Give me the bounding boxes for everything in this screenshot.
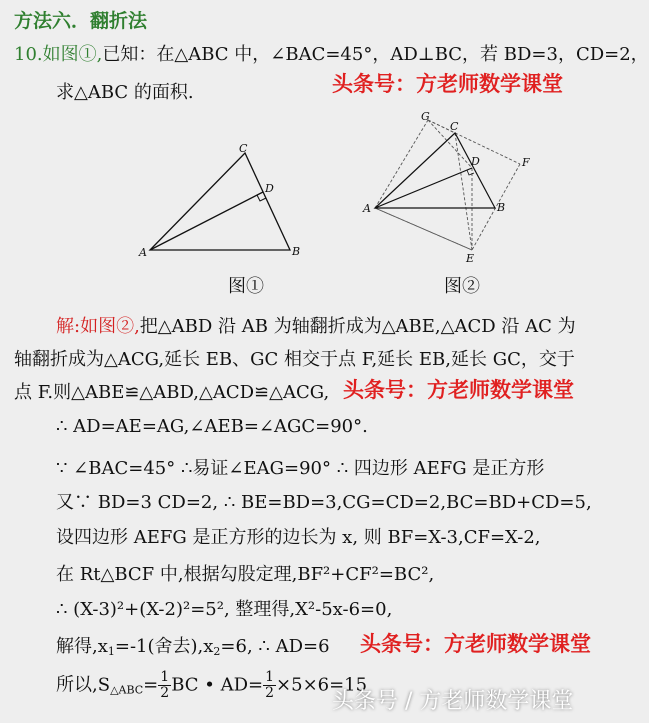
solution-line-11	[56, 670, 367, 701]
fraction-1-numerator: 1	[160, 669, 170, 685]
fraction-2-numerator: 1	[265, 669, 275, 685]
solution-line-1-text: 把△ABD 沿 AB 为轴翻折成为△ABE,△ACD 沿 AC 为	[139, 316, 576, 337]
figure-2-caption: 图②	[444, 276, 480, 297]
solution-line-3: 点 F.则△ABE≌△ABD,△ACD≌△ACG,	[14, 382, 330, 403]
line11-part-d: ×5×6=15	[276, 674, 368, 696]
fig1-label-b: B	[292, 245, 301, 258]
problem-line-1	[14, 40, 649, 66]
fig2-label-c: C	[450, 120, 459, 133]
solution-line-9: ∴ (X-3)²+(X-2)²=5², 整理得,X²-5x-6=0,	[56, 599, 393, 620]
problem-given: 已知：在△ABC 中，∠BAC=45°，AD⊥BC，若 BD=3，CD=2，	[102, 44, 649, 65]
watermark-lower: 头条号：方老师数学课堂	[360, 631, 591, 656]
problem-figure-ref: 如图①,	[42, 44, 103, 65]
fig2-label-g: G	[421, 110, 430, 123]
line10-part-a: 解得,x	[56, 636, 108, 657]
fraction-half-1	[158, 670, 171, 701]
watermark-top: 头条号：方老师数学课堂	[332, 71, 563, 96]
line11-part-a: 所以,S	[56, 674, 111, 696]
problem-line-2: 求△ABC 的面积.	[56, 82, 194, 103]
line10-part-c: =6, ∴ AD=6	[220, 636, 330, 657]
figure-1-diagram	[140, 140, 320, 265]
fraction-1-denominator: 2	[160, 685, 170, 701]
fig2-label-f: F	[522, 156, 530, 169]
line10-part-b: =-1(舍去),x	[114, 636, 214, 657]
line11-equals: =	[143, 674, 159, 696]
fig2-label-a: A	[363, 202, 371, 215]
line11-sub: △ABC	[110, 683, 144, 697]
line10-sub-1: 1	[107, 645, 115, 658]
figure-2-diagram	[360, 108, 540, 268]
fraction-2-denominator: 2	[265, 685, 275, 701]
solution-line-2: 轴翻折成为△ACG,延长 EB、GC 相交于点 F,延长 EB,延长 GC，交于	[14, 349, 575, 370]
fraction-half-2	[263, 670, 276, 701]
fig1-label-a: A	[139, 246, 147, 259]
fig2-label-b: B	[497, 201, 506, 214]
watermark-middle: 头条号：方老师数学课堂	[343, 377, 574, 402]
solution-line-6: 又∵ BD=3 CD=2, ∴ BE=BD=3,CG=CD=2,BC=BD+CD=5,	[56, 492, 592, 513]
solution-line-1	[56, 312, 576, 338]
solution-line-8: 在 Rt△BCF 中,根据勾股定理,BF²+CF²=BC²,	[56, 564, 435, 585]
line11-part-c: BC • AD=	[171, 674, 264, 696]
bottom-watermark: 头条号 / 方老师数学课堂	[332, 689, 574, 714]
solution-line-5: ∵ ∠BAC=45° ∴易证∠EAG=90° ∴ 四边形 AEFG 是正方形	[56, 458, 545, 479]
solution-line-10	[56, 632, 330, 658]
fig1-label-d: D	[265, 182, 274, 195]
line10-sub-2: 2	[213, 645, 221, 658]
figure-1-caption: 图①	[228, 276, 264, 297]
solution-label: 解:如图②,	[56, 316, 140, 337]
fig2-label-e: E	[466, 252, 475, 265]
solution-line-7: 设四边形 AEFG 是正方形的边长为 x, 则 BF=X-3,CF=X-2,	[56, 527, 541, 548]
fig2-label-d: D	[471, 155, 480, 168]
section-heading: 方法六．翻折法	[14, 10, 148, 32]
solution-line-4: ∴ AD=AE=AG,∠AEB=∠AGC=90°.	[56, 416, 368, 437]
problem-number: 10.	[14, 44, 43, 65]
fig1-label-c: C	[239, 142, 248, 155]
